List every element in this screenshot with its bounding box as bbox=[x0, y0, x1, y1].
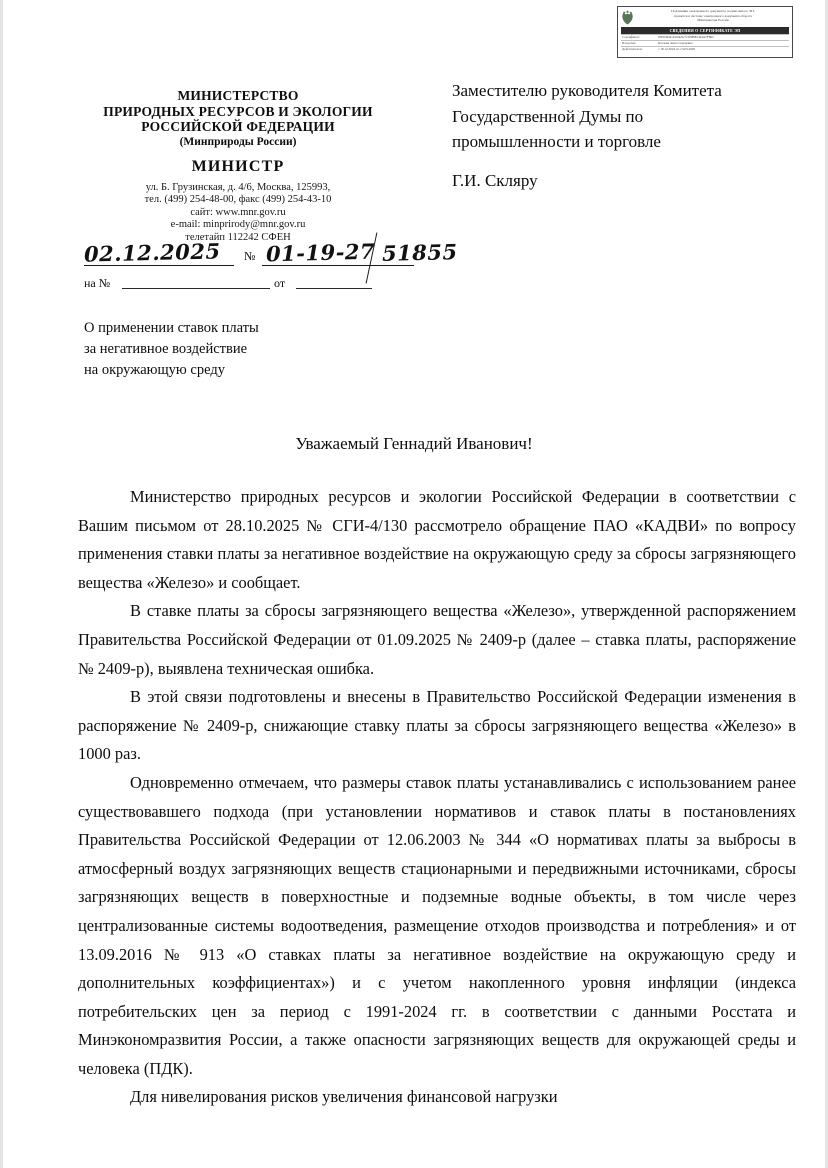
addressee-line-3: промышленности и торговле bbox=[452, 132, 661, 151]
stamp-notice-line-3: Минприроды России bbox=[697, 18, 729, 23]
reply-date-rule bbox=[296, 288, 372, 289]
ministry-name-line-2: ПРИРОДНЫХ РЕСУРСОВ И ЭКОЛОГИИ bbox=[103, 103, 373, 119]
stamp-value-owner: Козлова Анна Сергеевна bbox=[658, 40, 693, 45]
body-paragraph-4: Одновременно отмечаем, что размеры ставок платы устанавливались с использованием ранее существовавшего подхода (при установлении нормативов и ставок платы в постановлениях Правительства Российской Федерации от 12.06.2003 № 344 «О нормативах платы за выбросы в атмосферный воздух загрязняющих веществ стационарными и передвижными источниками, сбросы загрязняющих веществ в поверхностные и подземные водные объекты, в том числе через централизованные системы водоотведения, размещение отходов производства и потребления» и от 13.09.2016 № 913 «О ставках платы за негативное воздействие на окружающую среду и дополнительных коэффициентах») и с учетом накопленного уровня инфляции (индекса потребительских цен за период с 1991-2024 гг. в соответствии с данными Росстата и Минэкономразвития России, а также опасности загрязняющих веществ для окружающей среды и человека (ПДК). bbox=[78, 772, 796, 1078]
registration-number-label: № bbox=[244, 249, 256, 263]
letterhead bbox=[78, 88, 398, 244]
contact-address: ул. Б. Грузинская, д. 4/6, Москва, 125993, bbox=[145, 181, 331, 193]
addressee-name: Г.И. Скляру bbox=[452, 171, 538, 190]
electronic-signature-stamp bbox=[617, 6, 793, 58]
subject-line-3: на окружающую среду bbox=[84, 362, 225, 378]
body-paragraph-1: Министерство природных ресурсов и экологии Российской Федерации в соответствии с Вашим письмом от 28.10.2025 № СГИ-4/130 рассмотрело обращение ПАО «КАДВИ» по вопросу применения ставки платы за негативное воздействие на окружающую среду за сбросы загрязняющего вещества «Железо» и сообщает. bbox=[78, 487, 796, 592]
stamp-notice bbox=[637, 9, 789, 23]
addressee-block bbox=[452, 78, 797, 155]
subject-line-2: за негативное воздействие bbox=[84, 341, 248, 357]
body-paragraph-3: В этой связи подготовлены и внесены в Правительство Российской Федерации изменения в распоряжение № 2409-р, снижающие ставку платы за сбросы загрязняющего вещества «Железо» в 1000 раз. bbox=[78, 687, 796, 764]
body-paragraph-5: Для нивелирования рисков увеличения финансовой нагрузки bbox=[130, 1087, 558, 1107]
stamp-key-owner: Владелец: bbox=[622, 40, 637, 45]
stamp-notice-line-1: Подлинник электронного документа, подписанного ЭП, bbox=[671, 9, 755, 13]
contact-phone: тел. (499) 254-48-00, факс (499) 254-43-10 bbox=[144, 194, 332, 206]
contact-email: e-mail: minprirody@mnr.gov.ru bbox=[170, 219, 306, 231]
stamp-notice-line-2: хранится в системе электронного документооборота bbox=[673, 13, 753, 18]
registration-line bbox=[83, 238, 458, 270]
body-paragraph-2: В ставке платы за сбросы загрязняющего вещества «Железо», утвержденной распоряжением Правительства Российской Федерации от 01.09.2025 № 2409-р (далее – ставка платы, распоряжение № 2409-р), выявлена техническая ошибка. bbox=[78, 601, 796, 678]
stamp-row-validity bbox=[621, 46, 789, 52]
stamp-key-certificate: Сертификат: bbox=[622, 34, 640, 39]
stamp-header bbox=[621, 9, 789, 25]
reply-reference-line bbox=[84, 274, 414, 292]
contact-website: сайт: www.mnr.gov.ru bbox=[190, 206, 286, 218]
contact-teletype: телетайп 112242 СФЕН bbox=[185, 231, 291, 243]
addressee-line-1: Заместителю руководителя Комитета bbox=[452, 81, 722, 100]
russian-coat-of-arms-icon bbox=[621, 10, 634, 25]
stamp-title: СВЕДЕНИЯ О СЕРТИФИКАТЕ ЭП bbox=[621, 27, 789, 34]
ministry-name-line-1: МИНИСТЕРСТВО bbox=[177, 88, 299, 103]
contact-block bbox=[78, 182, 398, 245]
reply-to-rule bbox=[122, 288, 270, 289]
registration-date: 02.12.2025 bbox=[83, 238, 221, 267]
registration-block bbox=[83, 238, 458, 290]
registration-number-suffix: 51855 bbox=[381, 239, 458, 266]
stamp-row-certificate bbox=[621, 34, 789, 40]
addressee-line-2: Государственной Думы по bbox=[452, 106, 644, 126]
registration-number: 01-19-27 bbox=[265, 238, 376, 267]
stamp-key-validity: Действителен: bbox=[622, 47, 643, 52]
ministry-name-line-3: РОССИЙСКОЙ ФЕДЕРАЦИИ bbox=[141, 119, 335, 134]
subject-line-1: О применении ставок платы bbox=[84, 320, 259, 336]
stamp-row-owner bbox=[621, 40, 789, 46]
reply-to-label: на № bbox=[84, 276, 111, 290]
position-title: МИНИСТР bbox=[191, 157, 285, 175]
stamp-value-validity: с 18.12.2024 по 13.03.2026 bbox=[658, 47, 696, 52]
stamp-value-certificate: 05E6364CAD442G71500BECD4A7F862 bbox=[658, 34, 714, 39]
subject-block bbox=[84, 318, 374, 381]
letter-body bbox=[78, 483, 796, 1112]
scan-edge-left bbox=[0, 0, 3, 1168]
registration-number-rule bbox=[262, 265, 414, 266]
reply-date-label: от bbox=[274, 276, 286, 290]
salutation: Уважаемый Геннадий Иванович! bbox=[295, 434, 533, 453]
ministry-short-name: (Минприроды России) bbox=[179, 135, 297, 148]
registration-date-rule bbox=[84, 265, 234, 266]
